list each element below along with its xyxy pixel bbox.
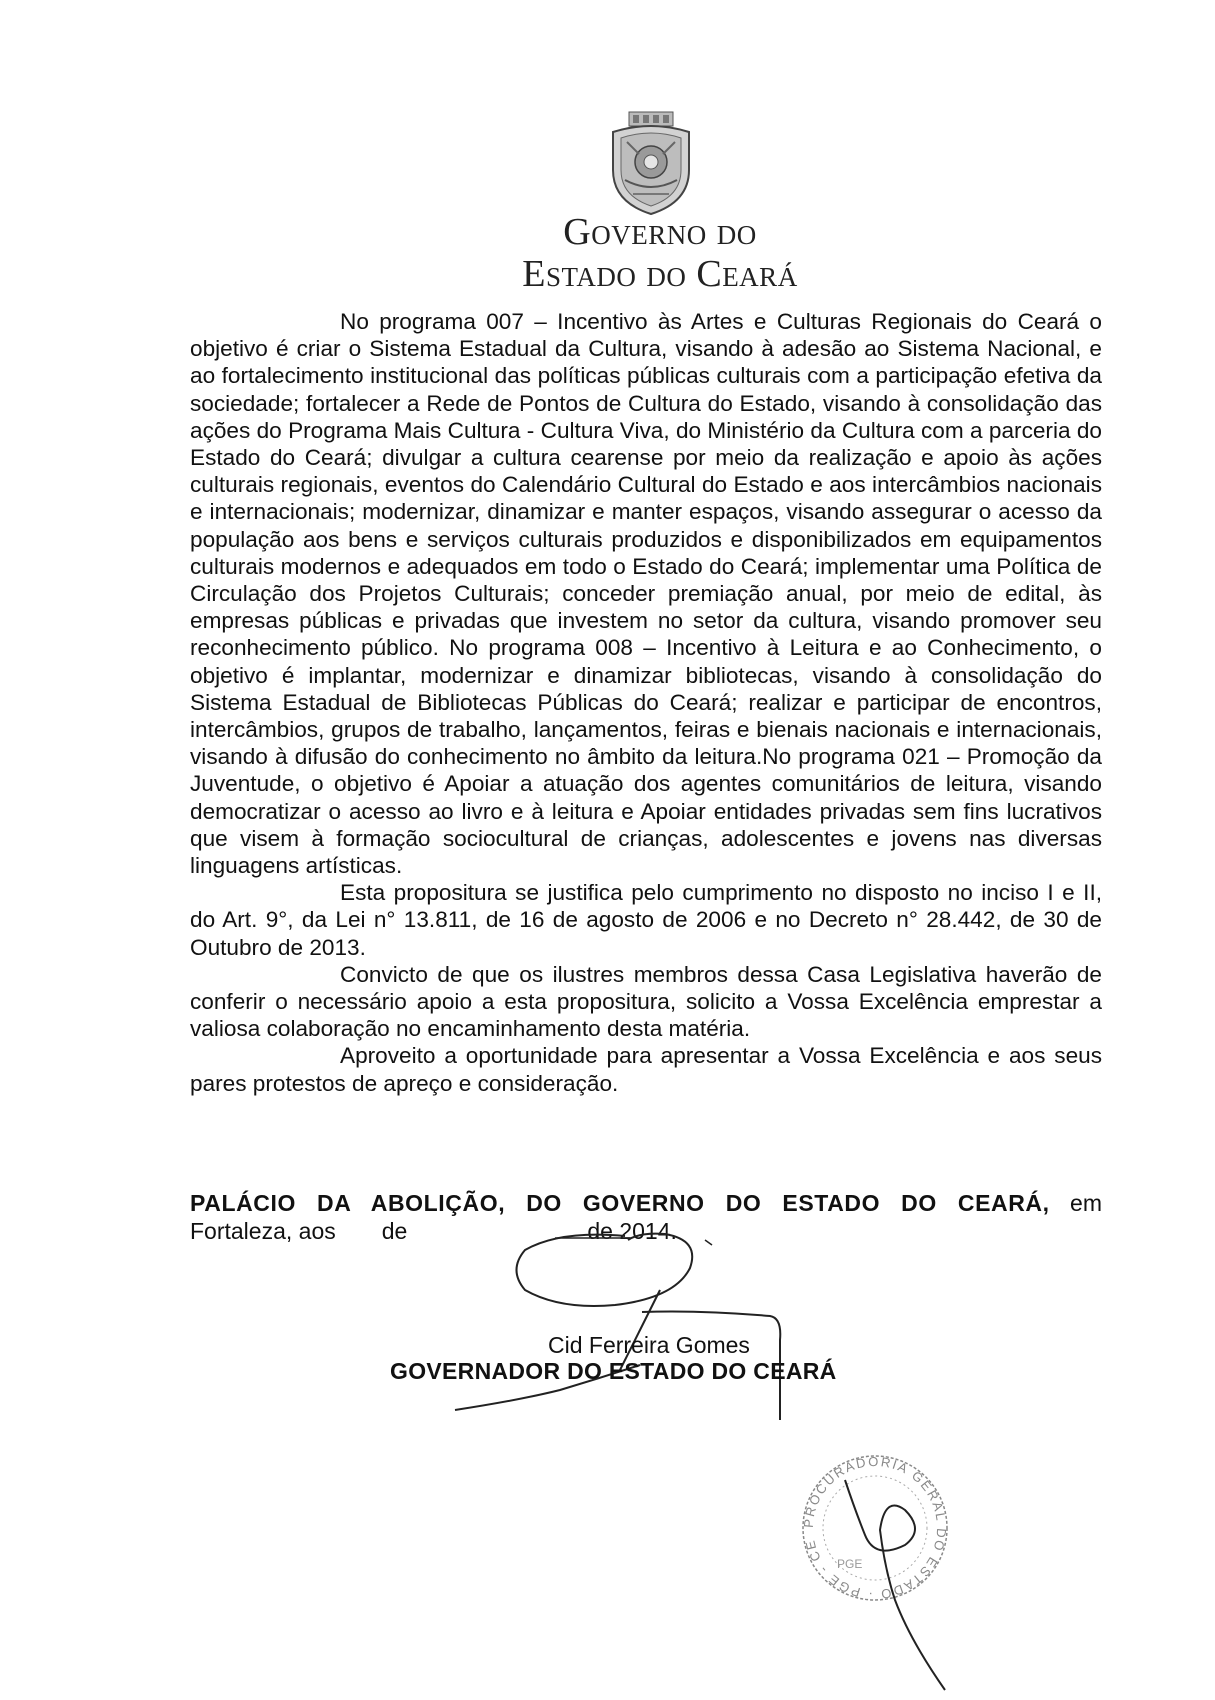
palace-name: PALÁCIO DA ABOLIÇÃO, DO GOVERNO DO ESTADO DO CEARÁ, <box>190 1190 1050 1216</box>
closing-city: Fortaleza, aos <box>190 1218 336 1244</box>
stamp-center-text: PGE <box>837 1557 863 1571</box>
signer-name: Cid Ferreira Gomes <box>548 1332 750 1358</box>
closing-de: de <box>381 1218 408 1244</box>
state-title: Estado do Ceará <box>522 253 798 295</box>
paragraph-regards: Aproveito a oportunidade para apresentar a Vossa Excelência e aos seus pares protestos de apreço e consideração. <box>190 1043 1102 1096</box>
round-seal-stamp <box>785 1440 975 1700</box>
closing-em: em <box>1049 1190 1103 1216</box>
closing-year: de 2014. <box>587 1218 677 1244</box>
government-title: Governo do <box>563 211 757 253</box>
paragraph-justification: Esta propositura se justifica pelo cumprimento no disposto no inciso I e II, do Art. 9°, da Lei n° 13.811, de 16 de agosto de 2006 e no Decreto n° 28.442, de 30 de Outubro de 2013. <box>190 880 1102 960</box>
paragraph-request: Convicto de que os ilustres membros dessa Casa Legislativa haverão de conferir o necessário apoio a esta propositura, solicito a Vossa Excelência emprestar a valiosa colaboração no encaminhamento desta matéria. <box>190 961 1102 1042</box>
paragraph-programs: No programa 007 – Incentivo às Artes e Culturas Regionais do Ceará o objetivo é criar o Sistema Estadual da Cultura, visando à adesão ao Sistema Nacional, e ao fortalecimento institucional das políticas públicas culturais com a participação efetiva da sociedade; fortalecer a Rede de Pontos de Cultura do Estado, visando à consolidação das ações do Programa Mais Cultura - Cultura Viva, do Ministério da Cultura com a parceria do Estado do Ceará; divulgar a cultura cearense por meio da realização e apoio às ações culturais regionais, eventos do Calendário Cultural do Estado e aos intercâmbios nacionais e internacionais; modernizar, dinamizar e manter espaços, visando assegurar o acesso da população aos bens e serviços culturais produzidos e disponibilizados em equipamentos culturais modernos e adequados em todo o Estado do Ceará; implementar uma Política de Circulação dos Projetos Culturais; conceder premiação anual, por meio de edital, às empresas públicas e privadas que investem no setor da cultura, visando promover seu reconhecimento público. No programa 008 – Incentivo à Leitura e ao Conhecimento, o objetivo é implantar, modernizar e dinamizar bibliotecas, visando à consolidação do Sistema Estadual de Bibliotecas Públicas do Ceará; realizar e participar de encontros, intercâmbios, grupos de trabalho, lançamentos, feiras e bienais nacionais e internacionais, visando à difusão do conhecimento no âmbito da leitura.No programa 021 – Promoção da Juventude, o objetivo é Apoiar a atuação dos agentes comunitários de leitura, visando democratizar o acesso ao livro e à leitura e Apoiar entidades privadas sem fins lucrativos que visem à formação sociocultural de crianças, adolescentes e jovens nas diversas linguagens artísticas. <box>190 309 1102 879</box>
stamp-ring-text: PROCURADORIA GERAL DO ESTADO · PGE - CE <box>800 1453 950 1603</box>
signer-title: GOVERNADOR DO ESTADO DO CEARÁ <box>390 1358 837 1384</box>
